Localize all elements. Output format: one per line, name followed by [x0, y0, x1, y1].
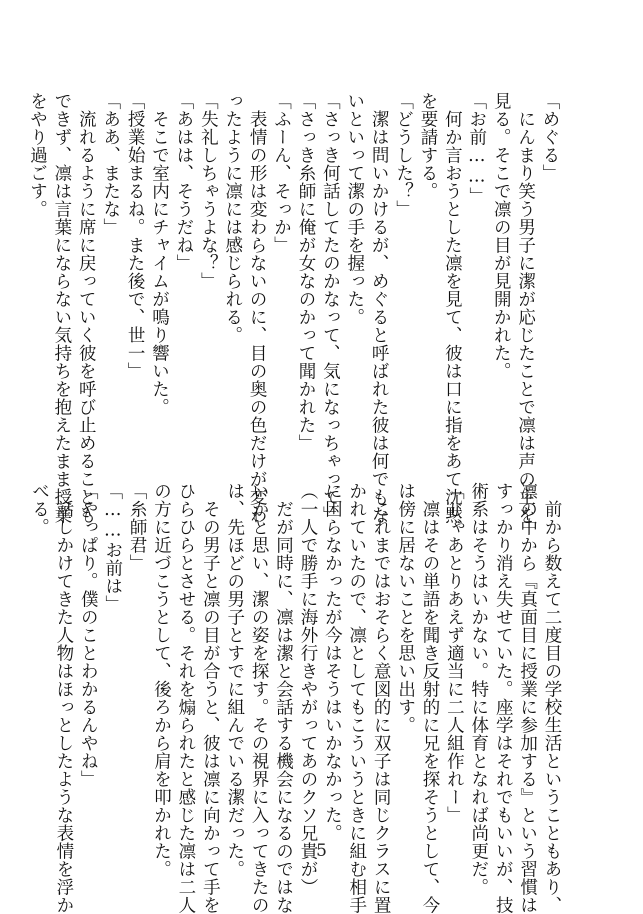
text-column: べる。	[29, 482, 50, 536]
text-column: 「どうした？」	[393, 92, 414, 218]
text-column: の方に近づこうとして、後ろから肩を叩かれた。	[151, 482, 172, 878]
text-column: いといって潔の手を握った。	[344, 92, 365, 326]
text-column: 流れるように席に戻っていく彼を呼び止めることも	[76, 92, 97, 524]
text-column: に困らなかったが今はそうはいかなかった。	[322, 482, 343, 842]
text-column: にんまり笑う男子に潔が応じたことで凛は声の主を	[515, 92, 536, 524]
text-column: 「やっぱり。僕のことわかるんやね」	[78, 482, 99, 788]
text-column: 「……お前は」	[102, 482, 123, 613]
text-column: 「失礼しちゃうよな？」	[198, 92, 219, 290]
text-column: 凛はその単語を聞き反射的に兄を探そうとして、今	[419, 482, 440, 914]
text-column: 前から数えて二度目の学校生活ということもあり、	[542, 482, 562, 914]
text-column: すっかり消え失せていた。座学はそれでもいいが、技	[493, 482, 514, 914]
text-column: 潔は問いかけるが、めぐると呼ばれた彼は何でもな	[369, 92, 390, 524]
text-column: を要請する。	[417, 92, 438, 200]
page-number: 5	[316, 841, 327, 861]
text-column: は、先ほどの男子とすでに組んでいる潔だった。	[224, 482, 245, 878]
text-column: 話しかけてきた人物はほっとしたような表情を浮か	[53, 482, 74, 914]
text-column: 「じゃあとりあえず適当に二人組作れー」	[444, 482, 465, 824]
text-column: ひらひらとさせる。それを煽られたと感じた凛は二人	[175, 482, 196, 914]
text-column: そこで室内にチャイムが鳴り響いた。	[149, 92, 170, 416]
lower-text-block	[29, 482, 564, 914]
text-column: だが同時に、凛は潔と会話する機会になるのではな	[273, 482, 294, 914]
text-column: 「さっき糸師に俺が女なのかって聞かれた」	[295, 92, 316, 452]
text-column: 術系はそうはいかない。特に体育となれば尚更だ。	[468, 482, 489, 896]
text-column: 何か言おうとした凛を見て、彼は口に指をあて沈黙	[442, 92, 463, 524]
text-column: 「ふーん、そっか」	[271, 92, 292, 254]
text-column: ったように凛には感じられる。	[222, 92, 243, 344]
text-column: いかと思い、潔の姿を探す。その視界に入ってきたの	[249, 482, 270, 914]
text-column: をやり過ごす。	[27, 92, 48, 218]
text-column: （一人で勝手に海外行きやがってあのクソ兄貴が）	[297, 482, 318, 896]
text-column: 凛の中から『真面目に授業に参加する』という習慣は	[517, 482, 538, 914]
text-column: これまではおそらく意図的に双子は同じクラスに置	[371, 482, 392, 914]
text-column: 見る。そこで凛の目が見開かれた。	[491, 92, 512, 380]
text-column: 「さっき何話してたのかなって、気になっちゃって」	[320, 92, 341, 524]
text-column: 「お前……」	[466, 92, 487, 205]
text-column: できず、凛は言葉にならない気持ちを抱えたまま授業	[51, 92, 72, 524]
text-column: 「ああ、またな」	[100, 92, 121, 236]
text-column: 「授業始まるね。また後で、世一」	[125, 92, 146, 380]
text-column: 「糸師君」	[127, 482, 148, 572]
text-column: その男子と凛の目が合うと、彼は凛に向かって手を	[200, 482, 221, 914]
text-column: かれていたので、凛としてもこういうときに組む相手	[346, 482, 367, 914]
text-column: 「あはは、そうだね」	[173, 92, 194, 272]
text-column: は傍に居ないことを思い出す。	[395, 482, 416, 734]
text-column: 表情の形は変わらないのに、目の奥の色だけが変わ	[247, 92, 268, 524]
text-column: 「めぐる」	[540, 92, 560, 182]
